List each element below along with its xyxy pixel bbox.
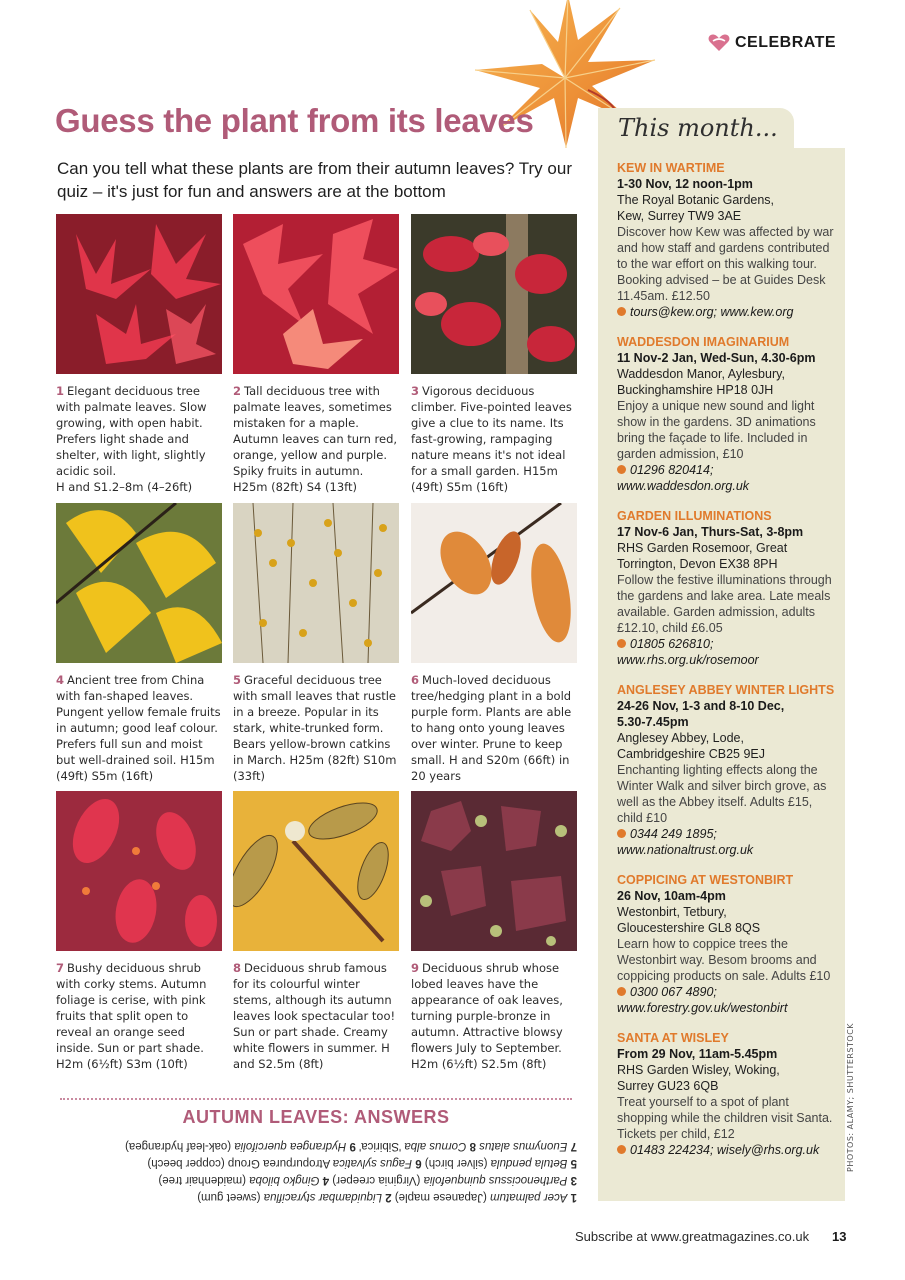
plant-description: Elegant deciduous tree with palmate leaves. Slow growing, with open habit. Prefers light shade and shelter, with light, slightly acidic soil. H and S1.2–8m (4–26ft)	[56, 384, 207, 494]
event-title: SANTA AT WISLEY	[617, 1031, 729, 1045]
bullet-dot-icon	[617, 1145, 626, 1154]
plant-photo-japanese-maple	[56, 214, 222, 374]
event-item	[617, 160, 839, 320]
plant-card	[411, 503, 577, 784]
standfirst: Can you tell what these plants are from their autumn leaves? Try our quiz – it's just for fun and answers are at the bottom	[57, 159, 572, 201]
plant-number: 6	[411, 673, 420, 687]
event-title: COPPICING AT WESTONBIRT	[617, 873, 794, 887]
section-label: CELEBRATE	[735, 34, 837, 51]
photo-credit: PHOTOS: ALAMY; SHUTTERSTOCK	[846, 1022, 855, 1172]
answer-number: 9	[349, 1140, 356, 1152]
page-headline: Guess the plant from its leaves	[55, 102, 534, 139]
answer-number: 7	[570, 1140, 577, 1152]
event-address: Waddesdon Manor, Aylesbury, Buckinghamshire HP18 0JH	[617, 367, 785, 397]
plant-number: 1	[56, 384, 65, 398]
event-title: GARDEN ILLUMINATIONS	[617, 509, 772, 523]
bullet-dot-icon	[617, 639, 626, 648]
plant-number: 9	[411, 961, 420, 975]
event-contact-text: 01805 626810; www.rhs.org.uk/rosemoor	[617, 637, 759, 667]
plant-description: Ancient tree from China with fan-shaped leaves. Pungent yellow female fruits in autumn; good leaf colour. Prefers full sun and moist but well-drained soil. H15m (49ft) S5m (16ft)	[56, 673, 221, 783]
plant-card	[233, 791, 399, 1072]
answer-number: 5	[570, 1157, 577, 1169]
plant-card	[56, 214, 222, 495]
plant-number: 5	[233, 673, 242, 687]
plant-card	[233, 214, 399, 495]
plant-card	[411, 791, 577, 1072]
plant-description: Deciduous shrub famous for its colourful winter stems, although its autumn leaves look spectacular too! Sun or part shade. Creamy white flowers in summer. H and S2.5m (8ft)	[233, 961, 396, 1071]
answer-common: (oak-leaf hydrangea)	[125, 1140, 232, 1152]
answer-common: (Japanese maple)	[394, 1191, 487, 1203]
event-description: Enjoy a unique new sound and light show in the gardens. 3D animations bring the façade to life. Included in garden admission, £10	[617, 399, 816, 461]
plant-description: Graceful deciduous tree with small leaves that rustle in a breeze. Popular in its stark, white-trunked form. Bears yellow-brown catkins in March. H25m (82ft) S10m (33ft)	[233, 673, 397, 783]
event-date: 26 Nov, 10am-4pm	[617, 889, 726, 903]
answer-number: 3	[570, 1174, 577, 1186]
answer-number: 2	[385, 1191, 392, 1203]
answer-common: (sweet gum)	[197, 1191, 261, 1203]
event-item	[617, 1030, 839, 1158]
answer-common: (maidenhair tree)	[158, 1174, 246, 1186]
event-contact[interactable]	[617, 304, 839, 320]
event-item	[617, 682, 839, 858]
answer-number: 1	[570, 1191, 577, 1203]
plant-photo-euonymus	[56, 791, 222, 951]
answer-latin: Parthenocissus quinquefolia	[423, 1174, 568, 1186]
plant-card	[56, 791, 222, 1072]
answer-latin: Betula pendula	[490, 1157, 568, 1169]
event-date: 24-26 Nov, 1-3 and 8-10 Dec, 5.30-7.45pm	[617, 699, 785, 729]
event-description: Learn how to coppice trees the Westonbirt way. Besom brooms and coppicing products on sale. Adults £10	[617, 937, 831, 983]
plant-photo-cornus	[233, 791, 399, 951]
bullet-dot-icon	[617, 829, 626, 838]
answers-upside-down	[55, 1137, 577, 1205]
event-date: 11 Nov-2 Jan, Wed-Sun, 4.30-6pm	[617, 351, 816, 365]
answer-common: (Virginia creeper)	[332, 1174, 421, 1186]
plant-description: Bushy deciduous shrub with corky stems. Autumn foliage is cerise, with pink fruits that split open to reveal an orange seed inside. Sun or part shade. H2m (6½ft) S3m (10ft)	[56, 961, 207, 1071]
plant-photo-oak-leaf-hydrangea	[411, 791, 577, 951]
event-contact-text: 01483 224234; wisely@rhs.org.uk	[630, 1143, 820, 1157]
event-date: 17 Nov-6 Jan, Thurs-Sat, 3-8pm	[617, 525, 804, 539]
answer-common: (silver birch)	[424, 1157, 488, 1169]
event-item	[617, 508, 839, 668]
answer-common: 'Sibirica'	[359, 1140, 402, 1152]
answers-divider	[60, 1098, 572, 1100]
plant-description: Tall deciduous tree with palmate leaves, sometimes mistaken for a maple. Autumn leaves can turn red, orange, yellow and purple. Spiky fruits in autumn. H25m (82ft) S4 (13ft)	[233, 384, 398, 494]
event-contact[interactable]	[617, 826, 839, 858]
event-description: Treat yourself to a spot of plant shopping while the children visit Santa. Tickets per child, £12	[617, 1095, 833, 1141]
events-list	[617, 160, 839, 1172]
plant-number: 7	[56, 961, 65, 975]
event-address: Anglesey Abbey, Lode, Cambridgeshire CB25 9EJ	[617, 731, 765, 761]
event-address: Westonbirt, Tetbury, Gloucestershire GL8 8QS	[617, 905, 761, 935]
plant-card	[411, 214, 577, 495]
plant-description: Vigorous deciduous climber. Five-pointed leaves give a clue to its name. Its fast-growing, rampaging nature means it's not ideal for a small garden. H15m (49ft) S5m (16ft)	[411, 384, 572, 494]
plant-photo-virginia-creeper	[411, 214, 577, 374]
event-title: WADDESDON IMAGINARIUM	[617, 335, 790, 349]
event-contact-text: tours@kew.org; www.kew.org	[630, 305, 794, 319]
event-address: RHS Garden Rosemoor, Great Torrington, Devon EX38 8PH	[617, 541, 788, 571]
event-contact[interactable]	[617, 462, 839, 494]
bullet-dot-icon	[617, 307, 626, 316]
plant-photo-gingko	[56, 503, 222, 663]
plant-number: 4	[56, 673, 65, 687]
answer-number: 6	[415, 1157, 422, 1169]
plant-card	[56, 503, 222, 784]
page-number: 13	[832, 1229, 847, 1244]
plant-description: Deciduous shrub whose lobed leaves have the appearance of oak leaves, turning purple-bronze in autumn. Attractive blowsy flowers July to September. H2m (6½ft) S2.5m (8ft)	[411, 961, 563, 1071]
event-address: The Royal Botanic Gardens, Kew, Surrey TW9 3AE	[617, 193, 775, 223]
answer-number: 8	[469, 1140, 476, 1152]
answer-latin: Acer palmatum	[490, 1191, 568, 1203]
event-date: 1-30 Nov, 12 noon-1pm	[617, 177, 753, 191]
plant-number: 8	[233, 961, 242, 975]
bullet-dot-icon	[617, 987, 626, 996]
sidebar-title: This month...	[618, 114, 778, 142]
plant-description: Much-loved deciduous tree/hedging plant in a bold purple form. Plants are able to hang onto young leaves over winter. Prune to keep small. H and S20m (66ft) in 20 years	[411, 673, 572, 783]
answer-latin: Hydrangea quercifolia	[234, 1140, 347, 1152]
plant-photo-silver-birch	[233, 503, 399, 663]
answer-number: 4	[322, 1174, 330, 1186]
answers-title: AUTUMN LEAVES: ANSWERS	[182, 1107, 450, 1127]
event-date: From 29 Nov, 11am-5.45pm	[617, 1047, 778, 1061]
answer-common: Atropurpurea Group (copper beech)	[147, 1157, 331, 1169]
event-contact-text: 01296 820414; www.waddesdon.org.uk	[617, 463, 750, 493]
event-contact[interactable]	[617, 1142, 839, 1158]
event-title: ANGLESEY ABBEY WINTER LIGHTS	[617, 683, 835, 697]
event-item	[617, 872, 839, 1016]
plant-photo-sweet-gum	[233, 214, 399, 374]
section-tag	[708, 34, 836, 52]
event-description: Follow the festive illuminations through the gardens and lake area. Late meals available. Garden admission, adults £12.10, child £6.05	[617, 573, 832, 635]
event-title: KEW IN WARTIME	[617, 161, 725, 175]
event-description: Discover how Kew was affected by war and how staff and gardens contributed to the war effort on this walking tour. Booking advised – be at Guides Desk 11.45am. £12.50	[617, 225, 834, 303]
event-address: RHS Garden Wisley, Woking, Surrey GU23 6QB	[617, 1063, 780, 1093]
answer-latin: Liquidambar styraciflua	[263, 1191, 382, 1203]
answer-latin: Fagus sylvatica	[332, 1157, 413, 1169]
plant-number: 3	[411, 384, 420, 398]
bullet-dot-icon	[617, 465, 626, 474]
event-contact-text: 0344 249 1895; www.nationaltrust.org.uk	[617, 827, 754, 857]
subscribe-footer[interactable]: Subscribe at www.greatmagazines.co.uk	[575, 1229, 810, 1244]
answer-latin: Euonymus alatus	[479, 1140, 568, 1152]
event-contact[interactable]	[617, 984, 839, 1016]
answer-latin: Cornus alba	[404, 1140, 467, 1152]
plant-number: 2	[233, 384, 242, 398]
event-item	[617, 334, 839, 494]
event-contact[interactable]	[617, 636, 839, 668]
event-contact-text: 0300 067 4890; www.forestry.gov.uk/westonbirt	[617, 985, 788, 1015]
plant-photo-copper-beech	[411, 503, 577, 663]
answer-latin: Gingko biloba	[249, 1174, 320, 1186]
event-description: Enchanting lighting effects along the Winter Walk and silver birch grove, as well as the Abbey itself. Adults £15, child £10	[617, 763, 827, 825]
heart-icon	[708, 34, 730, 52]
plant-card	[233, 503, 399, 784]
